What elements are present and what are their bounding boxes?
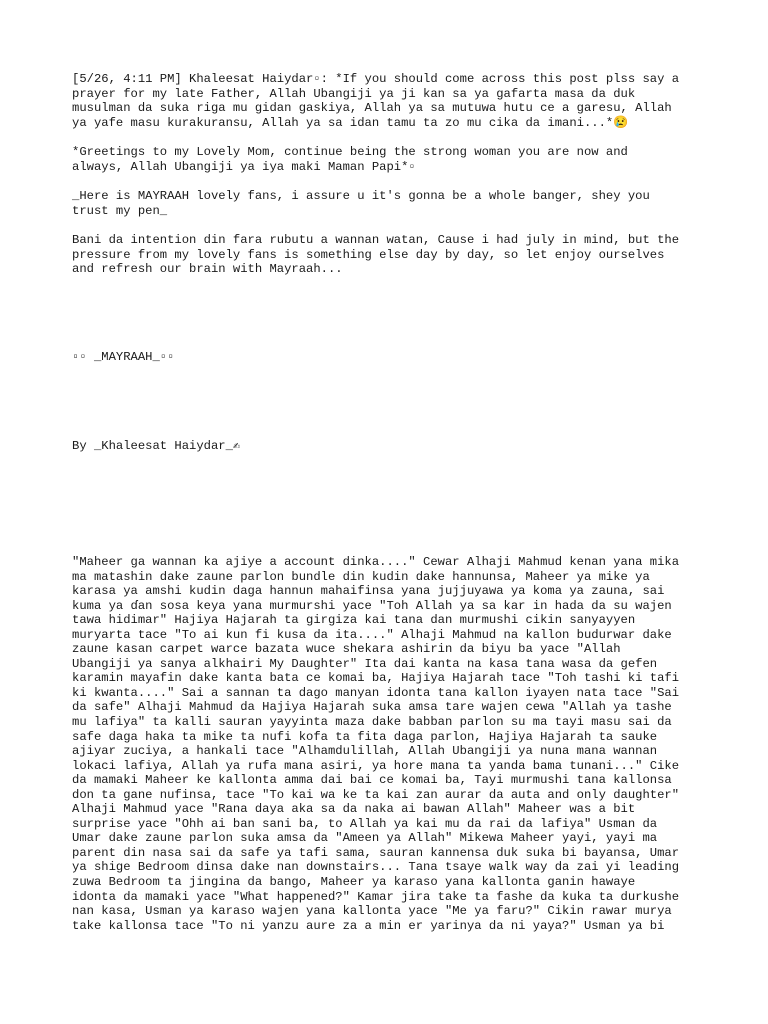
greeting-paragraph: *Greetings to my Lovely Mom, continue being the strong woman you are now and always, Allah Ubangiji ya iya maki Maman Papi*▫ (72, 145, 628, 174)
fans-note-paragraph: _Here is MAYRAAH lovely fans, i assure u it's gonna be a whole banger, shey you trust my pen_ (72, 189, 650, 218)
dedication-paragraph: [5/26, 4:11 PM] Khaleesat Haiydar▫: *If you should come across this post plss say a prayer for my late Father, Allah Ubangiji ya ji kan sa ya gafarta masa da duk musulman da suka riga mu gidan gaskiya, Allah ya sa mutuwa hutu ce a garesu, Allah ya yafe masu kurakuransu, Allah ya sa idan tamu ta zo mu cika da imani...*😢 (72, 72, 680, 130)
story-body-paragraph: "Maheer ga wannan ka ajiye a account dinka...." Cewar Alhaji Mahmud kenan yana mika ma matashin dake zaune parlon bundle din kudin dake hannunsa, Maheer ya mike ya karasa ya amshi kudin daga hannun mahaifinsa yana jujjuyawa ya koma ya zauna, sai kuma ya ɗan sosa keya yana murmurshi yace "Toh Allah ya sa kar in hada da su wajen tawa hidimar" Hajiya Hajarah ta girgiza kai tana dan murmushi cikin sanyayyen muryarta tace "To ai kun fi kusa da ita...." Alhaji Mahmud na kallon budurwar dake zaune kasan carpet warce bazata wuce shekara ashirin da biyu ba yace "Allah Ubangiji ya sanya alkhairi My Daughter" Ita dai kanta na kasa tana wasa da gefen karamin mayafin dake kanta bata ce komai ba, Hajiya Hajarah tace "Toh tashi ki tafi ki kwanta...." Sai a sannan ta dago manyan idonta tana kallon iyayen nata tace "Sai da safe" Alhaji Mahmud da Hajiya Hajarah suka amsa tare wajen cewa "Allah ya tashe mu lafiya" ta kalli sauran yayyinta maza dake babban parlon su ma tayi masu sai da safe daga haka ta mike ta nufi kofa ta fita daga parlon, Hajiya Hajarah ta sauke ajiyar zuciya, a hankali tace "Alhamdulillah, Allah Ubangiji ya nuna mana wannan lokaci lafiya, Allah ya rufa mana asiri, ya hore mana ta yanda bama tunani..." Cike da mamaki Maheer ke kallonta amma dai bai ce komai ba, Tayi murmushi tana kallonsa don ta gane nufinsa, tace "To kai wa ke ta kai zan aurar da auta and only daughter" Alhaji Mahmud yace "Rana daya aka sa da naka ai bawan Allah" Maheer was a bit surprise yace "Ohh ai ban sani ba, to Allah ya kai mu da rai da lafiya" Usman da Umar dake zaune parlon suka amsa da "Ameen ya Allah" Mikewa Maheer yayi, yayi ma parent din nasa sai da safe ya tafi sama, sauran kannensa duk suka bi bayansa, Umar ya shige Bedroom dinsa dake nan downstairs... Tana tsaye walk way da zai yi leading zuwa Bedroom ta jingina da bango, Maheer ya karaso yana kallonta ganin hawaye idonta da mamaki yace "What happened?" Kamar jira take ta fashe da kuka ta durkushe nan kasa, Usman ya karaso wajen yana kallonta yace "Me ya faru?" Cikin rawar murya take kallonsa tace "To ni yanzu aure za a min er yarinya da ni yaya?" Usman ya bi (72, 555, 680, 933)
intro-paragraph: Bani da intention din fara rubutu a wannan watan, Cause i had july in mind, but the pressure from my lovely fans is something else day by day, so let enjoy ourselves and refresh our brain with Mayraah... (72, 233, 680, 277)
author-byline: By _Khaleesat Haiydar_✍ (72, 439, 241, 453)
story-title: ▫▫ _MAYRAAH_▫▫ (72, 350, 175, 364)
